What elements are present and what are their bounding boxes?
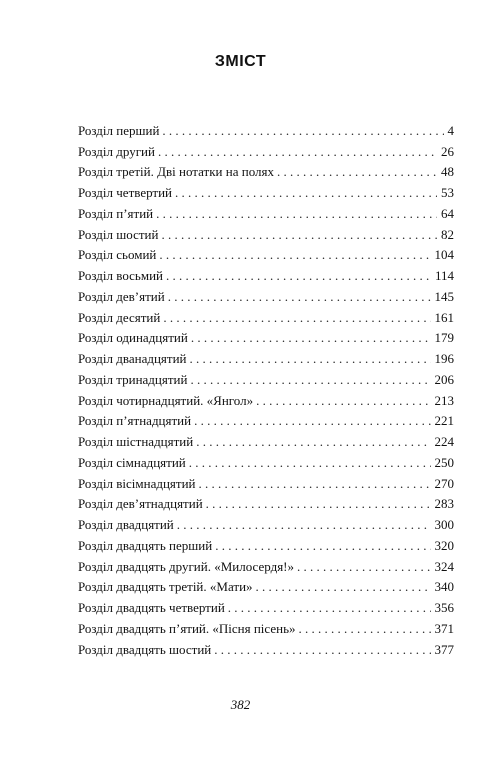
toc-entry: [78, 553, 454, 574]
toc-entry-page: 221: [434, 413, 454, 429]
toc-entry: [78, 387, 454, 408]
toc-entry-title: Розділ одинадцятий: [78, 330, 188, 346]
toc-entry-title: Розділ чотирнадцятий. «Янгол»: [78, 392, 254, 408]
toc-entry-title: Розділ дванадцятий: [78, 351, 187, 366]
toc-entry-title: Розділ шостий: [78, 226, 159, 242]
toc-entry-title: Розділ дев’ятнадцятий: [78, 496, 203, 512]
dot-leader: [228, 600, 431, 615]
dot-leader: [214, 642, 430, 657]
toc-entry-page: 340: [434, 579, 454, 595]
toc-entry-page: 26: [441, 143, 454, 159]
toc-entry-page: 114: [434, 268, 454, 283]
toc-entry-page: 196: [434, 351, 454, 366]
dot-leader: [256, 393, 430, 408]
toc-entry: [78, 283, 454, 304]
toc-entry: [78, 117, 454, 138]
dot-leader: [159, 247, 430, 262]
toc-entry-title: Розділ тринадцятий: [78, 371, 188, 387]
toc-entry-title: Розділ другий: [78, 143, 155, 159]
toc-entry-page: 250: [434, 454, 454, 470]
toc-entry-page: 206: [434, 371, 454, 387]
toc-entry: [78, 325, 454, 346]
toc-entry: [78, 138, 454, 159]
toc-entry: [78, 242, 454, 263]
dot-leader: [199, 476, 431, 491]
dot-leader: [163, 310, 430, 325]
toc-entry-page: 179: [434, 330, 454, 346]
toc-entry-title: Розділ четвертий: [78, 185, 173, 200]
dot-leader: [215, 538, 430, 553]
toc-entry: [78, 449, 454, 470]
toc-entry: [78, 636, 454, 657]
toc-entry: [78, 615, 454, 636]
toc-entry: [78, 366, 454, 387]
dot-leader: [161, 227, 437, 242]
dot-leader: [256, 579, 431, 594]
toc-entry-page: 82: [441, 226, 454, 242]
toc-entry-title: Розділ перший: [78, 122, 160, 138]
toc-entry: [78, 574, 454, 595]
dot-leader: [190, 351, 431, 366]
toc-entry-page: 320: [434, 537, 454, 553]
dot-leader: [277, 164, 437, 179]
toc-entry-page: 324: [434, 558, 454, 574]
toc-entry: [78, 594, 454, 615]
toc-entry: [78, 532, 454, 553]
toc-entry-page: 145: [434, 288, 454, 304]
toc-entry-page: 300: [434, 517, 454, 532]
toc-entry-page: 283: [434, 496, 454, 512]
dot-leader: [196, 434, 430, 449]
toc-entry-page: 48: [441, 164, 454, 180]
toc-entry-title: Розділ двадцять п’ятий. «Пісня пісень»: [78, 620, 296, 636]
toc-entry: [78, 221, 454, 242]
dot-leader: [177, 517, 431, 532]
toc-entry-page: 270: [434, 475, 454, 491]
toc-entry-page: 64: [441, 205, 454, 221]
toc-entry-page: 53: [441, 185, 454, 200]
toc-entry: [78, 159, 454, 180]
dot-leader: [194, 413, 430, 428]
toc-entry: [78, 428, 454, 449]
toc-entry-title: Розділ сімнадцятий: [78, 454, 186, 470]
toc-entry-page: 356: [434, 600, 454, 615]
toc-entry-title: Розділ п’ятий: [78, 205, 154, 221]
toc-entry-title: Розділ двадцять четвертий: [78, 600, 225, 615]
toc-entry-title: Розділ двадцятий: [78, 517, 174, 532]
dot-leader: [191, 330, 431, 345]
dot-leader: [206, 496, 431, 511]
toc-entry: [78, 304, 454, 325]
dot-leader: [162, 123, 443, 138]
dot-leader: [190, 372, 430, 387]
dot-leader: [175, 185, 437, 200]
toc-entry-page: 213: [434, 392, 454, 408]
toc-entry-title: Розділ шістнадцятий: [78, 434, 194, 449]
toc-entry: [78, 179, 454, 200]
toc-entry: [78, 345, 454, 366]
toc-entry: [78, 491, 454, 512]
dot-leader: [297, 559, 431, 574]
page-number: 382: [230, 697, 251, 712]
toc-entry-title: Розділ двадцять третій. «Мати»: [78, 579, 253, 595]
dot-leader: [189, 455, 431, 470]
toc-entry-title: Розділ двадцять шостий: [78, 641, 212, 657]
toc-entry: [78, 408, 454, 429]
dot-leader: [158, 144, 437, 159]
table-of-contents: [78, 117, 454, 657]
dot-leader: [299, 621, 431, 636]
dot-leader: [168, 289, 431, 304]
toc-entry-title: Розділ сьомий: [78, 247, 157, 263]
toc-entry-title: Розділ восьмий: [78, 268, 163, 283]
toc-entry-title: Розділ вісімнадцятий: [78, 475, 196, 491]
toc-entry: [78, 200, 454, 221]
toc-entry-title: Розділ третій. Дві нотатки на полях: [78, 164, 274, 180]
toc-entry-page: 371: [434, 620, 454, 636]
toc-entry-page: 161: [434, 309, 454, 325]
toc-entry-title: Розділ двадцять другий. «Милосердя!»: [78, 558, 294, 574]
toc-entry-page: 104: [434, 247, 454, 263]
toc-entry: [78, 511, 454, 532]
dot-leader: [166, 268, 431, 283]
toc-entry: [78, 470, 454, 491]
page-title: ЗМІСТ: [214, 53, 267, 70]
toc-entry-title: Розділ десятий: [78, 309, 161, 325]
dot-leader: [156, 206, 437, 221]
toc-entry: [78, 262, 454, 283]
toc-entry-page: 4: [447, 122, 454, 138]
toc-entry-title: Розділ п’ятнадцятий: [78, 413, 192, 429]
toc-entry-page: 377: [434, 641, 454, 657]
toc-entry-title: Розділ дев’ятий: [78, 288, 165, 304]
toc-entry-page: 224: [434, 434, 454, 449]
toc-entry-title: Розділ двадцять перший: [78, 537, 213, 553]
